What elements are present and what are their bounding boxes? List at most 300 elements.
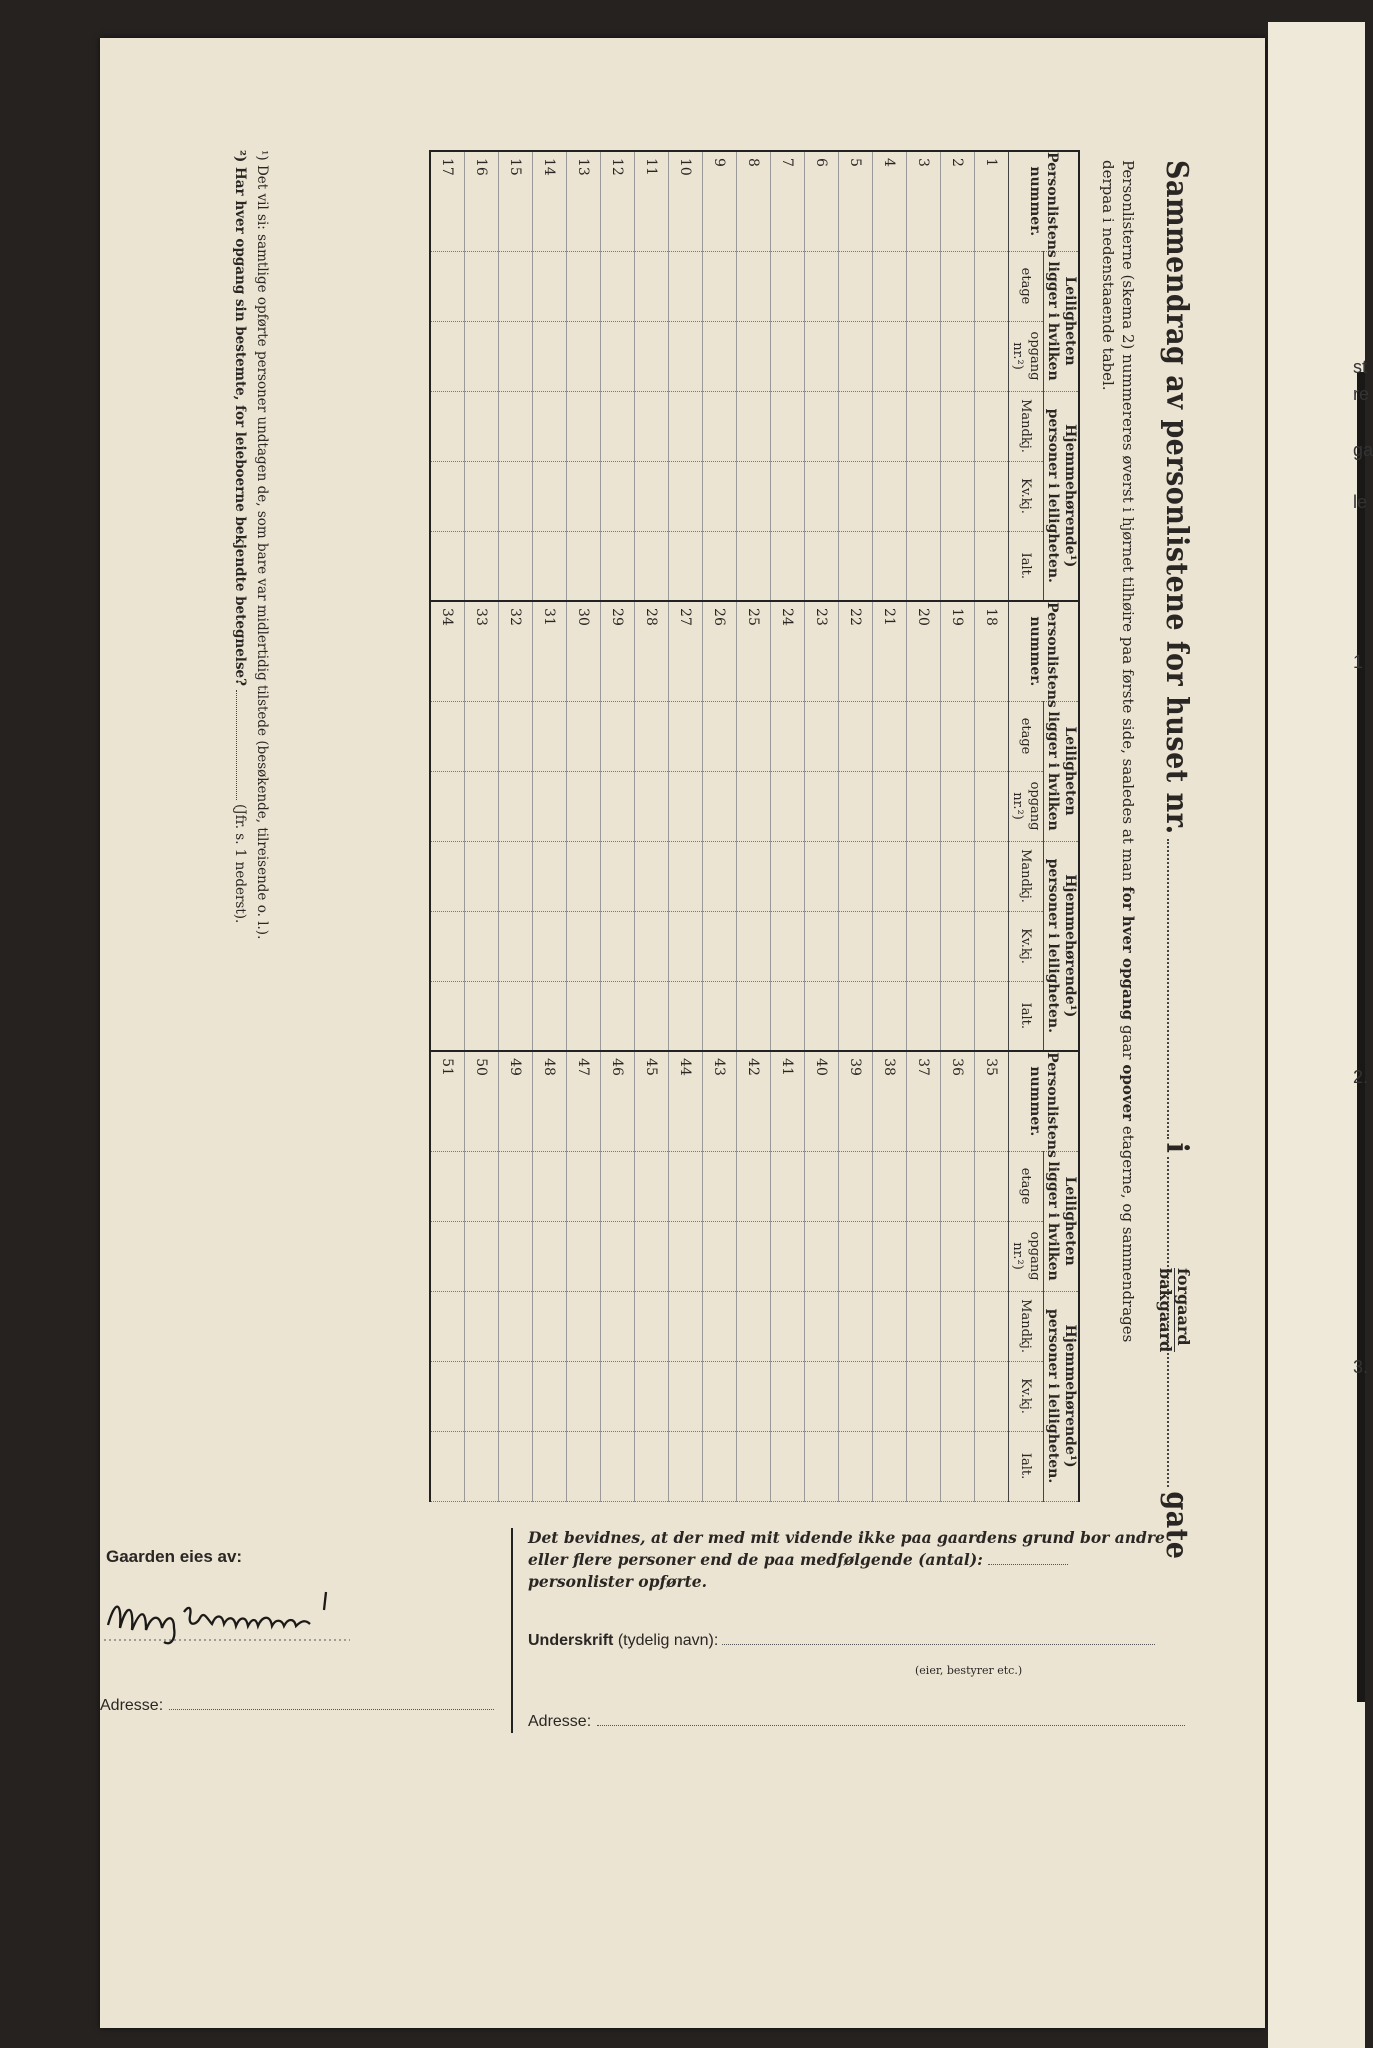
entry-cell[interactable] [533,1291,567,1361]
entry-cell[interactable] [465,981,499,1051]
header-hjemmehorende: Hjemmehørende¹) personer i leiligheten. [1044,841,1080,1051]
entry-cell[interactable] [499,321,533,391]
entry-cell[interactable] [601,981,635,1051]
entry-cell[interactable] [601,1291,635,1361]
entry-cell[interactable] [533,841,567,911]
table-row [703,151,737,1501]
entry-cell[interactable] [669,391,703,461]
entry-cell[interactable] [839,841,873,911]
entry-cell[interactable] [669,771,703,841]
entry-cell[interactable] [635,1221,669,1291]
entry-cell[interactable] [430,1291,465,1361]
entry-cell[interactable] [465,1431,499,1501]
entry-cell[interactable] [839,1431,873,1501]
entry-cell[interactable] [430,771,465,841]
entry-cell[interactable] [703,1291,737,1361]
personlist-number: 19 [941,601,975,701]
entry-cell[interactable] [839,251,873,321]
entry-cell[interactable] [703,1361,737,1431]
entry-cell[interactable] [805,1291,839,1361]
signature-field[interactable] [722,1644,1155,1645]
entry-cell[interactable] [601,841,635,911]
entry-cell[interactable] [907,841,941,911]
entry-cell[interactable] [499,1431,533,1501]
entry-cell[interactable] [907,251,941,321]
entry-cell[interactable] [465,771,499,841]
entry-cell[interactable] [703,841,737,911]
entry-cell[interactable] [533,391,567,461]
entry-cell[interactable] [635,981,669,1051]
entry-cell[interactable] [907,911,941,981]
entry-cell[interactable] [941,1291,975,1361]
entry-cell[interactable] [499,1151,533,1221]
entry-cell[interactable] [635,251,669,321]
entry-cell[interactable] [430,1151,465,1221]
entry-cell[interactable] [975,771,1009,841]
entry-cell[interactable] [430,701,465,771]
entry-cell[interactable] [430,911,465,981]
entry-cell[interactable] [533,911,567,981]
entry-cell[interactable] [601,771,635,841]
header-leiligheten: Leiligheten ligger i hvilken [1044,1151,1080,1291]
header-mandkj: Mandkj. [1009,1291,1044,1361]
entry-cell[interactable] [839,771,873,841]
entry-cell[interactable] [975,461,1009,531]
personlist-number: 23 [805,601,839,701]
entry-cell[interactable] [941,251,975,321]
entry-cell[interactable] [771,1361,805,1431]
entry-cell[interactable] [737,701,771,771]
entry-cell[interactable] [567,911,601,981]
entry-cell[interactable] [805,1221,839,1291]
entry-cell[interactable] [941,701,975,771]
table-row [873,151,907,1501]
entry-cell[interactable] [771,391,805,461]
footnote-1: ¹) Det vil si: samtlige opførte personer undtagen de, som bare var midlertidig tilstede (besøkende, tilreisende o. l.). [254,150,270,940]
entry-cell[interactable] [941,461,975,531]
entry-cell[interactable] [737,771,771,841]
entry-cell[interactable] [567,841,601,911]
entry-cell[interactable] [771,321,805,391]
entry-cell[interactable] [669,1431,703,1501]
entry-cell[interactable] [669,1221,703,1291]
entry-cell[interactable] [567,321,601,391]
entry-cell[interactable] [941,321,975,391]
entry-cell[interactable] [873,531,907,601]
entry-cell[interactable] [567,1291,601,1361]
entry-cell[interactable] [499,531,533,601]
header-etage: etage [1009,251,1044,321]
entry-cell[interactable] [499,911,533,981]
entry-cell[interactable] [567,531,601,601]
entry-cell[interactable] [601,1431,635,1501]
entry-cell[interactable] [805,701,839,771]
personlist-number: 26 [703,601,737,701]
entry-cell[interactable] [907,1151,941,1221]
entry-cell[interactable] [567,391,601,461]
forgaard-bakgaard: forgaard bakgaard [1156,1268,1193,1353]
entry-cell[interactable] [907,461,941,531]
entry-cell[interactable] [601,251,635,321]
entry-cell[interactable] [703,461,737,531]
entry-cell[interactable] [430,841,465,911]
entry-cell[interactable] [771,911,805,981]
entry-cell[interactable] [941,1151,975,1221]
entry-cell[interactable] [499,1221,533,1291]
entry-cell[interactable] [601,1151,635,1221]
entry-cell[interactable] [737,981,771,1051]
entry-cell[interactable] [430,981,465,1051]
entry-cell[interactable] [907,1291,941,1361]
entry-cell[interactable] [839,321,873,391]
entry-cell[interactable] [907,391,941,461]
entry-cell[interactable] [465,251,499,321]
entry-cell[interactable] [533,1221,567,1291]
entry-cell[interactable] [873,461,907,531]
entry-cell[interactable] [771,1151,805,1221]
entry-cell[interactable] [567,461,601,531]
entry-cell[interactable] [805,1151,839,1221]
entry-cell[interactable] [873,841,907,911]
entry-cell[interactable] [737,461,771,531]
personlist-number: 7 [771,151,805,251]
entry-cell[interactable] [839,1151,873,1221]
entry-cell[interactable] [907,771,941,841]
entry-cell[interactable] [601,701,635,771]
table-row [771,151,805,1501]
entry-cell[interactable] [839,531,873,601]
entry-cell[interactable] [499,771,533,841]
entry-cell[interactable] [737,1291,771,1361]
entry-cell[interactable] [975,321,1009,391]
entry-cell[interactable] [839,1361,873,1431]
personlist-number: 42 [737,1051,771,1151]
entry-cell[interactable] [465,1361,499,1431]
entry-cell[interactable] [805,391,839,461]
entry-cell[interactable] [703,981,737,1051]
personlist-number: 27 [669,601,703,701]
personlist-number: 35 [975,1051,1009,1151]
entry-cell[interactable] [430,531,465,601]
entry-cell[interactable] [533,1361,567,1431]
entry-cell[interactable] [737,911,771,981]
entry-cell[interactable] [430,251,465,321]
entry-cell[interactable] [805,771,839,841]
entry-cell[interactable] [975,1431,1009,1501]
entry-cell[interactable] [975,981,1009,1051]
entry-cell[interactable] [839,461,873,531]
entry-cell[interactable] [873,911,907,981]
entry-cell[interactable] [737,391,771,461]
entry-cell[interactable] [533,461,567,531]
entry-cell[interactable] [635,911,669,981]
entry-cell[interactable] [737,841,771,911]
entry-cell[interactable] [839,1291,873,1361]
header-personlistens: Personlistens nummer. [1009,151,1080,251]
entry-cell[interactable] [975,841,1009,911]
certifier-address-field[interactable] [597,1725,1185,1726]
entry-cell[interactable] [805,841,839,911]
entry-cell[interactable] [805,911,839,981]
entry-cell[interactable] [703,531,737,601]
entry-cell[interactable] [805,531,839,601]
entry-cell[interactable] [737,1151,771,1221]
entry-cell[interactable] [499,981,533,1051]
entry-cell[interactable] [975,1151,1009,1221]
entry-cell[interactable] [873,1431,907,1501]
entry-cell[interactable] [771,1431,805,1501]
entry-cell[interactable] [635,321,669,391]
entry-cell[interactable] [975,701,1009,771]
entry-cell[interactable] [499,391,533,461]
entry-cell[interactable] [975,391,1009,461]
entry-cell[interactable] [737,1431,771,1501]
entry-cell[interactable] [873,391,907,461]
entry-cell[interactable] [873,1151,907,1221]
entry-cell[interactable] [771,531,805,601]
entry-cell[interactable] [635,771,669,841]
entry-cell[interactable] [601,531,635,601]
entry-cell[interactable] [601,911,635,981]
entry-cell[interactable] [805,251,839,321]
entry-cell[interactable] [737,321,771,391]
entry-cell[interactable] [465,531,499,601]
table-row [669,151,703,1501]
personlist-number: 13 [567,151,601,251]
entry-cell[interactable] [465,461,499,531]
entry-cell[interactable] [669,251,703,321]
entry-cell[interactable] [941,1361,975,1431]
entry-cell[interactable] [430,1431,465,1501]
entry-cell[interactable] [703,1151,737,1221]
entry-cell[interactable] [601,1221,635,1291]
header-ialt: Ialt. [1009,531,1044,601]
entry-cell[interactable] [567,1221,601,1291]
entry-cell[interactable] [975,1221,1009,1291]
count-field[interactable] [988,1564,1068,1565]
entry-cell[interactable] [975,1361,1009,1431]
entry-cell[interactable] [533,1431,567,1501]
entry-cell[interactable] [771,251,805,321]
entry-cell[interactable] [533,701,567,771]
entry-cell[interactable] [907,981,941,1051]
entry-cell[interactable] [771,771,805,841]
entry-cell[interactable] [533,321,567,391]
entry-cell[interactable] [907,531,941,601]
entry-cell[interactable] [567,1431,601,1501]
entry-cell[interactable] [975,1291,1009,1361]
entry-cell[interactable] [499,1291,533,1361]
entry-cell[interactable] [941,841,975,911]
entry-cell[interactable] [839,981,873,1051]
entry-cell[interactable] [430,461,465,531]
entry-cell[interactable] [669,1151,703,1221]
entry-cell[interactable] [873,771,907,841]
entry-cell[interactable] [839,911,873,981]
entry-cell[interactable] [941,1431,975,1501]
entry-cell[interactable] [533,251,567,321]
entry-cell[interactable] [873,1291,907,1361]
personlist-number: 12 [601,151,635,251]
personlist-number: 46 [601,1051,635,1151]
entry-cell[interactable] [703,1431,737,1501]
entry-cell[interactable] [941,911,975,981]
entry-cell[interactable] [465,841,499,911]
entry-cell[interactable] [499,1361,533,1431]
entry-cell[interactable] [771,841,805,911]
entry-cell[interactable] [703,391,737,461]
owner-address: Adresse: [100,1697,494,1715]
entry-cell[interactable] [873,251,907,321]
personlist-number: 48 [533,1051,567,1151]
personlist-number: 24 [771,601,805,701]
entry-cell[interactable] [499,461,533,531]
entry-cell[interactable] [430,1361,465,1431]
entry-cell[interactable] [805,981,839,1051]
entry-cell[interactable] [601,321,635,391]
entry-cell[interactable] [839,391,873,461]
entry-cell[interactable] [771,1291,805,1361]
entry-cell[interactable] [669,911,703,981]
entry-cell[interactable] [975,531,1009,601]
entry-cell[interactable] [703,321,737,391]
entry-cell[interactable] [907,321,941,391]
entry-cell[interactable] [465,1151,499,1221]
entry-cell[interactable] [805,1431,839,1501]
entry-cell[interactable] [907,701,941,771]
entry-cell[interactable] [771,461,805,531]
header-hjemmehorende: Hjemmehørende¹) personer i leiligheten. [1044,391,1080,601]
entry-cell[interactable] [737,1361,771,1431]
personlist-number: 44 [669,1051,703,1151]
entry-cell[interactable] [669,531,703,601]
entry-cell[interactable] [533,1151,567,1221]
entry-cell[interactable] [941,391,975,461]
entry-cell[interactable] [873,701,907,771]
entry-cell[interactable] [533,531,567,601]
entry-cell[interactable] [635,1361,669,1431]
entry-cell[interactable] [941,531,975,601]
entry-cell[interactable] [499,841,533,911]
entry-cell[interactable] [635,1151,669,1221]
right-page-fragment: 3. [1353,1357,1369,1377]
entry-cell[interactable] [873,1221,907,1291]
entry-cell[interactable] [737,531,771,601]
entry-cell[interactable] [567,701,601,771]
entry-cell[interactable] [567,981,601,1051]
entry-cell[interactable] [907,1431,941,1501]
entry-cell[interactable] [601,1361,635,1431]
entry-cell[interactable] [567,1361,601,1431]
entry-cell[interactable] [839,701,873,771]
entry-cell[interactable] [703,1221,737,1291]
entry-cell[interactable] [669,1291,703,1361]
personlist-number: 29 [601,601,635,701]
entry-cell[interactable] [873,1361,907,1431]
entry-cell[interactable] [737,1221,771,1291]
entry-cell[interactable] [430,321,465,391]
entry-cell[interactable] [465,701,499,771]
header-kvkj: Kv.kj. [1009,1361,1044,1431]
entry-cell[interactable] [771,1221,805,1291]
entry-cell[interactable] [567,1151,601,1221]
entry-cell[interactable] [430,1221,465,1291]
entry-cell[interactable] [635,391,669,461]
entry-cell[interactable] [873,321,907,391]
entry-cell[interactable] [941,1221,975,1291]
entry-cell[interactable] [635,1431,669,1501]
personlist-number: 41 [771,1051,805,1151]
entry-cell[interactable] [567,771,601,841]
entry-cell[interactable] [941,981,975,1051]
adjacent-page [1268,22,1373,2048]
entry-cell[interactable] [703,911,737,981]
entry-cell[interactable] [839,1221,873,1291]
entry-cell[interactable] [465,321,499,391]
owner-address-field[interactable] [169,1709,494,1710]
header-ialt: Ialt. [1009,981,1044,1051]
entry-cell[interactable] [601,391,635,461]
entry-cell[interactable] [703,771,737,841]
entry-cell[interactable] [465,1291,499,1361]
entry-cell[interactable] [703,701,737,771]
entry-cell[interactable] [635,461,669,531]
entry-cell[interactable] [635,1291,669,1361]
entry-cell[interactable] [533,981,567,1051]
entry-cell[interactable] [499,251,533,321]
entry-cell[interactable] [465,391,499,461]
entry-cell[interactable] [975,911,1009,981]
entry-cell[interactable] [941,771,975,841]
personlist-number: 20 [907,601,941,701]
personlist-number: 50 [465,1051,499,1151]
entry-cell[interactable] [737,251,771,321]
entry-cell[interactable] [669,461,703,531]
personlist-number: 11 [635,151,669,251]
entry-cell[interactable] [499,701,533,771]
right-page-fragment: ga [1353,440,1373,460]
entry-cell[interactable] [669,321,703,391]
entry-cell[interactable] [703,251,737,321]
entry-cell[interactable] [873,981,907,1051]
entry-cell[interactable] [430,391,465,461]
entry-cell[interactable] [669,841,703,911]
entry-cell[interactable] [771,981,805,1051]
entry-cell[interactable] [907,1221,941,1291]
entry-cell[interactable] [669,701,703,771]
entry-cell[interactable] [635,841,669,911]
entry-cell[interactable] [533,771,567,841]
personlist-number: 31 [533,601,567,701]
personlist-number: 34 [430,601,465,701]
entry-cell[interactable] [669,1361,703,1431]
entry-cell[interactable] [669,981,703,1051]
entry-cell[interactable] [635,701,669,771]
entry-cell[interactable] [601,461,635,531]
personlist-number: 28 [635,601,669,701]
personlist-number: 47 [567,1051,601,1151]
entry-cell[interactable] [975,251,1009,321]
entry-cell[interactable] [907,1361,941,1431]
entry-cell[interactable] [635,531,669,601]
entry-cell[interactable] [805,1361,839,1431]
entry-cell[interactable] [805,461,839,531]
entry-cell[interactable] [771,701,805,771]
entry-cell[interactable] [567,251,601,321]
entry-cell[interactable] [805,321,839,391]
entry-cell[interactable] [465,1221,499,1291]
entry-cell[interactable] [465,911,499,981]
